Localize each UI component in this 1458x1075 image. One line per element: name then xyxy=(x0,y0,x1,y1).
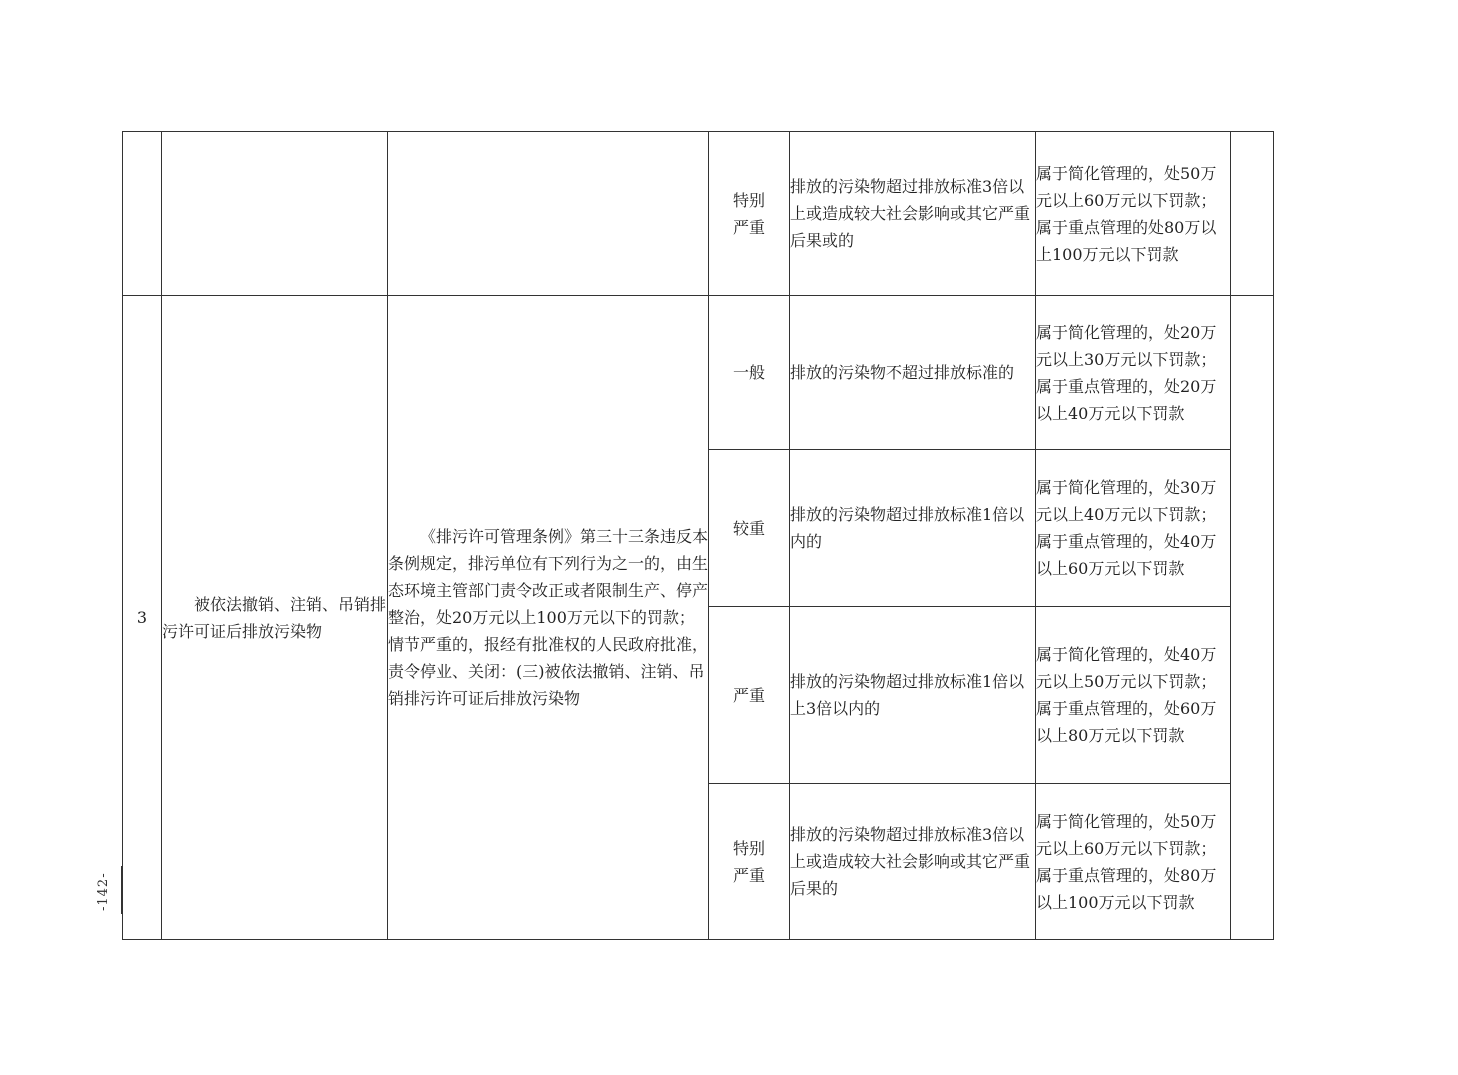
severity-level-cell: 较重 xyxy=(709,450,790,607)
page-number: -142- xyxy=(96,872,111,912)
penalty-cell: 属于简化管理的，处40万元以上50万元以下罚款；属于重点管理的，处60万以上80万元以下罚款 xyxy=(1036,607,1231,784)
table-row xyxy=(123,132,1274,296)
circumstance-cell: 排放的污染物超过排放标准1倍以内的 xyxy=(790,450,1036,607)
circumstance-cell: 排放的污染物超过排放标准3倍以上或造成较大社会影响或其它严重后果或的 xyxy=(790,132,1036,296)
circumstance-cell: 排放的污染物超过排放标准3倍以上或造成较大社会影响或其它严重后果的 xyxy=(790,784,1036,940)
violation-item-cell xyxy=(162,132,388,296)
penalty-cell: 属于简化管理的，处30万元以上40万元以下罚款；属于重点管理的，处40万以上60万元以下罚款 xyxy=(1036,450,1231,607)
severity-level-text: 特别严重 xyxy=(732,838,765,885)
severity-level-cell: 一般 xyxy=(709,296,790,450)
note-cell xyxy=(1231,296,1274,940)
table-row xyxy=(123,296,1274,450)
penalty-cell: 属于简化管理的，处50万元以上60万元以下罚款；属于重点管理的，处80万以上100万元以下罚款 xyxy=(1036,784,1231,940)
penalty-cell: 属于简化管理的，处50万元以上60万元以下罚款；属于重点管理的处80万以上100万元以下罚款 xyxy=(1036,132,1231,296)
severity-level-cell: 严重 xyxy=(709,607,790,784)
violation-item-text: 被依法撤销、注销、吊销排污许可证后排放污染物 xyxy=(162,594,387,641)
margin-rule xyxy=(121,866,122,914)
legal-basis-text: 《排污许可管理条例》第三十三条违反本条例规定，排污单位有下列行为之一的，由生态环境主管部门责令改正或者限制生产、停产整治，处20万元以上100万元以下的罚款；情节严重的，报经有批准权的人民政府批准，责令停业、关闭：(三)被依法撤销、注销、吊销排污许可证后排放污染物 xyxy=(388,527,709,708)
circumstance-cell: 排放的污染物超过排放标准1倍以上3倍以内的 xyxy=(790,607,1036,784)
circumstance-cell: 排放的污染物不超过排放标准的 xyxy=(790,296,1036,450)
row-number-cell xyxy=(123,132,162,296)
severity-level-cell xyxy=(709,132,790,296)
row-number-cell: 3 xyxy=(123,296,162,940)
note-cell xyxy=(1231,132,1274,296)
penalty-table xyxy=(122,131,1274,940)
severity-level-cell xyxy=(709,784,790,940)
legal-basis-cell xyxy=(388,132,709,296)
legal-basis-cell xyxy=(388,296,709,940)
penalty-cell: 属于简化管理的，处20万元以上30万元以下罚款；属于重点管理的，处20万以上40万元以下罚款 xyxy=(1036,296,1231,450)
violation-item-cell xyxy=(162,296,388,940)
severity-level-text: 特别严重 xyxy=(732,190,765,237)
